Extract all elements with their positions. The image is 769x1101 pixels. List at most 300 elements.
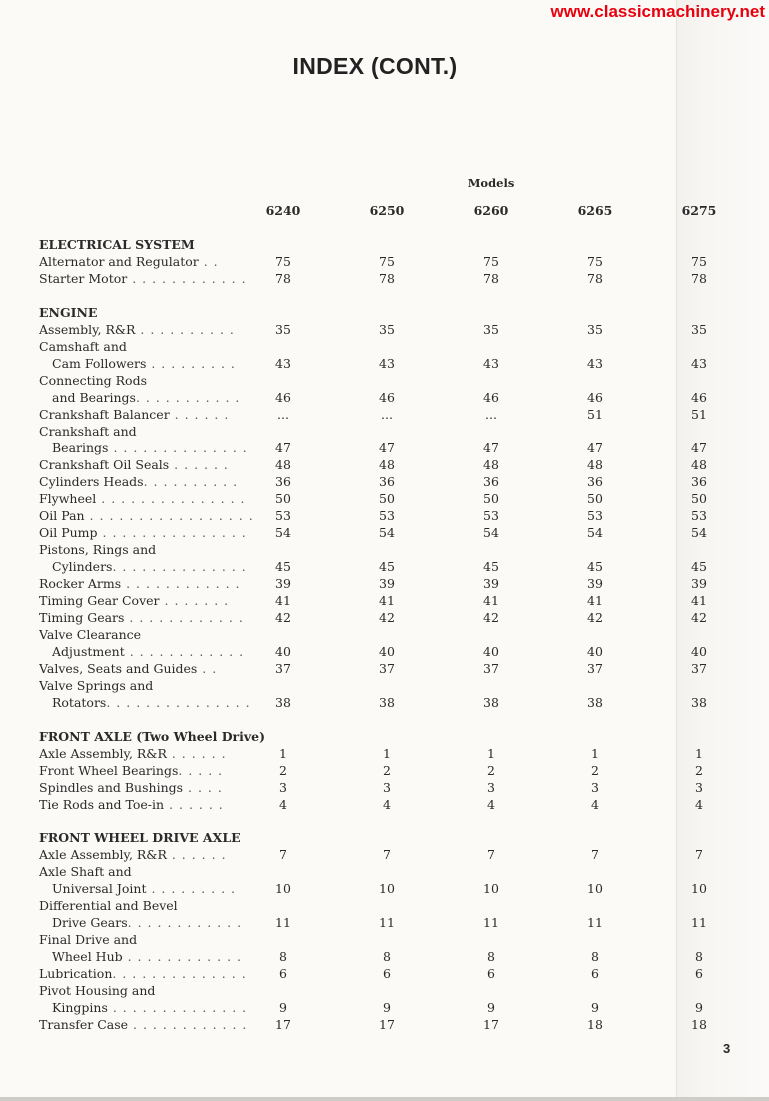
index-entry-label (39, 897, 271, 914)
page-ref-6250: 45 (379, 559, 395, 575)
index-entry-label (52, 643, 271, 660)
page-ref-6260: 42 (483, 610, 499, 625)
index-row (0, 439, 769, 456)
page-ref-6240: 53 (275, 508, 291, 524)
entry-text: Oil Pan (39, 508, 85, 524)
index-entry-label (39, 796, 271, 813)
index-entry-label (52, 439, 271, 456)
page-ref-6250: 7 (383, 847, 391, 863)
entry-text: Front Wheel Bearings (39, 762, 179, 778)
page-ref-6260: 8 (487, 949, 495, 965)
column-header-6275: 6275 (681, 203, 717, 218)
page-ref-6265: 50 (587, 491, 603, 507)
page-ref-6275: 75 (691, 253, 707, 269)
page-ref-6265: 53 (587, 508, 603, 524)
page-ref-6265: 40 (587, 643, 603, 659)
entry-text: Camshaft and (39, 338, 127, 354)
index-row (0, 456, 769, 473)
index-entry-label (39, 779, 271, 796)
leader-dots: . . . . . . . . . (146, 881, 236, 897)
page-ref-6250: 3 (383, 779, 391, 795)
page-ref-6260: 2 (487, 762, 495, 778)
index-entry-label (39, 660, 271, 677)
index-row (0, 762, 769, 779)
page-ref-6240: 3 (279, 779, 287, 795)
index-entry-label (39, 524, 271, 541)
page-ref-6240: 36 (275, 474, 291, 490)
page-ref-6275: 8 (695, 949, 703, 965)
index-entry-label (39, 456, 271, 473)
entry-text: Connecting Rods (39, 372, 147, 388)
index-entry-label (39, 338, 271, 355)
entry-text: Crankshaft Oil Seals (39, 457, 170, 473)
index-row (0, 355, 769, 372)
index-row (0, 473, 769, 490)
entry-text: Timing Gear Cover (39, 593, 160, 608)
index-row (0, 592, 769, 609)
index-entry-label (39, 490, 271, 507)
page-ref-6275: 7 (695, 847, 703, 863)
leader-dots: . . . . . . . . . . . . . . . (97, 525, 247, 541)
index-row (0, 846, 769, 863)
page-ref-6265: 78 (587, 270, 603, 286)
page-ref-6240: 75 (275, 253, 291, 269)
page-ref-6260: 37 (483, 660, 499, 676)
page-ref-6265: 10 (587, 881, 603, 897)
page-ref-6260: 47 (483, 440, 499, 456)
page-ref-6265: 4 (591, 796, 599, 812)
leader-dots: . . (198, 253, 219, 269)
section-heading (0, 236, 769, 253)
page-ref-6250: 41 (379, 593, 395, 608)
page-ref-6275: 42 (691, 610, 707, 625)
models-caption: Models (467, 176, 515, 190)
page-ref-6250: 35 (379, 321, 395, 337)
page-ref-6240: 4 (279, 796, 287, 812)
index-row (0, 982, 769, 999)
page-ref-6275: 38 (691, 694, 707, 710)
page-ref-6250: 53 (379, 508, 395, 524)
page-ref-6240: 17 (275, 1016, 291, 1032)
page-ref-6275: 11 (691, 915, 707, 931)
index-row (0, 524, 769, 541)
page-ref-6265: 1 (591, 745, 599, 761)
entry-text: Kingpins (52, 999, 108, 1015)
page-ref-6240: 9 (279, 999, 287, 1015)
index-row (0, 643, 769, 660)
page-ref-6250: 36 (379, 474, 395, 490)
section-title (39, 236, 271, 253)
page-ref-6240: 41 (275, 593, 291, 608)
leader-dots: . . . . . . . . . . . (135, 389, 241, 405)
page-ref-6265: 48 (587, 457, 603, 473)
index-row (0, 796, 769, 813)
page-ref-6240: 43 (275, 355, 291, 371)
entry-text: Tie Rods and Toe-in (39, 796, 165, 812)
page-ref-6275: 37 (691, 660, 707, 676)
page-ref-6260: 50 (483, 491, 499, 507)
index-entry-label (52, 389, 271, 406)
entry-text: Cam Followers (52, 355, 147, 371)
section-heading (0, 304, 769, 321)
leader-dots: . . . . . . . . . . . . . . . (96, 491, 246, 507)
leader-dots: . . . . . . (169, 457, 229, 473)
index-entry-label (39, 965, 271, 982)
index-row (0, 541, 769, 558)
page-ref-6275: 47 (691, 440, 707, 456)
page-ref-6275: 51 (691, 406, 707, 422)
page-ref-6250: 2 (383, 762, 391, 778)
index-entry-label (52, 558, 271, 575)
index-entry-label (52, 880, 271, 897)
page-ref-6275: 50 (691, 491, 707, 507)
page-ref-6265: 42 (587, 610, 603, 625)
page-ref-6260: ... (485, 406, 497, 422)
page-ref-6275: 10 (691, 881, 707, 897)
entry-text: Cylinders Heads (39, 474, 144, 490)
page-ref-6275: 78 (691, 270, 707, 286)
leader-dots: . . . . . . . . . . . . . . (112, 559, 247, 575)
page-ref-6250: 39 (379, 576, 395, 591)
entry-text: ELECTRICAL SYSTEM (39, 237, 195, 252)
page-ref-6250: 17 (379, 1016, 395, 1032)
entry-text: ENGINE (39, 304, 98, 320)
page-ref-6260: 10 (483, 881, 499, 897)
page-ref-6250: 8 (383, 949, 391, 965)
leader-dots: . . . . . . (166, 847, 227, 863)
page-ref-6260: 6 (487, 966, 495, 981)
page-ref-6250: 6 (383, 966, 391, 981)
page-ref-6260: 78 (483, 270, 499, 286)
page-ref-6275: 54 (691, 525, 707, 541)
page-ref-6240: 8 (279, 949, 287, 965)
page-ref-6260: 7 (487, 847, 495, 863)
page-ref-6265: 41 (587, 593, 603, 608)
page-ref-6250: 48 (379, 457, 395, 473)
page-ref-6240: 35 (275, 321, 291, 337)
page-ref-6275: 53 (691, 508, 707, 524)
page-ref-6275: 4 (695, 796, 703, 812)
page-ref-6250: 46 (379, 389, 395, 405)
column-header-6250: 6250 (369, 203, 405, 218)
page-ref-6240: 39 (275, 576, 291, 591)
index-row (0, 931, 769, 948)
page-ref-6275: 41 (691, 593, 707, 608)
page-ref-6275: 3 (695, 779, 703, 795)
page-ref-6250: 4 (383, 796, 391, 812)
index-entry-label (39, 1016, 271, 1033)
index-entry-label (39, 677, 271, 694)
entry-text: Lubrication (39, 966, 113, 981)
page-ref-6240: 2 (279, 762, 287, 778)
entry-text: Valve Springs and (39, 677, 154, 693)
page-ref-6275: 9 (695, 999, 703, 1015)
index-row (0, 490, 769, 507)
page-ref-6250: 9 (383, 999, 391, 1015)
index-entry-label (52, 914, 271, 931)
page-ref-6265: 39 (587, 576, 603, 591)
index-row (0, 914, 769, 931)
index-row (0, 965, 769, 982)
page-ref-6250: ... (381, 406, 393, 422)
page-ref-6250: 43 (379, 355, 395, 371)
page-ref-6275: 1 (695, 745, 703, 761)
page-ref-6240: 40 (275, 643, 291, 659)
page-ref-6265: 45 (587, 559, 603, 575)
index-row (0, 694, 769, 711)
entry-text: Rocker Arms (39, 576, 122, 591)
index-entry-label (52, 694, 271, 711)
entry-text: Final Drive and (39, 932, 138, 948)
page-ref-6275: 2 (695, 762, 703, 778)
leader-dots: . . . . . . . . . . . . (128, 1016, 248, 1032)
index-row (0, 880, 769, 897)
entry-text: Crankshaft Balancer (39, 406, 170, 422)
leader-dots: . . . . . . . . . . . . (124, 610, 244, 625)
index-entry-label (39, 253, 271, 270)
page-ref-6275: 35 (691, 321, 707, 337)
entry-text: Spindles and Bushings (39, 779, 184, 795)
page-ref-6260: 1 (487, 745, 495, 761)
page-ref-6250: 47 (379, 440, 395, 456)
page-ref-6265: 3 (591, 779, 599, 795)
index-entry-label (39, 473, 271, 490)
page-ref-6265: 38 (587, 694, 603, 710)
page-ref-6265: 43 (587, 355, 603, 371)
entry-text: Adjustment (52, 643, 125, 659)
page-ref-6265: 75 (587, 253, 603, 269)
entry-text: Crankshaft and (39, 423, 137, 439)
leader-dots: . . . . . . . . . . . . . . (112, 966, 247, 981)
index-row (0, 507, 769, 524)
page-ref-6265: 36 (587, 474, 603, 490)
index-entry-label (39, 745, 271, 762)
page-ref-6260: 17 (483, 1016, 499, 1032)
leader-dots: . . . . . . . . . . . . (124, 643, 245, 659)
page-title: INDEX (CONT.) (292, 53, 458, 79)
leader-dots: . . . . . . (166, 745, 227, 761)
index-row (0, 609, 769, 626)
index-row (0, 372, 769, 389)
page-ref-6260: 48 (483, 457, 499, 473)
page-ref-6265: 9 (591, 999, 599, 1015)
page-ref-6250: 11 (379, 915, 395, 931)
page-ref-6260: 41 (483, 593, 499, 608)
page-number: 3 (723, 1041, 731, 1056)
leader-dots: . . . . . . . . . . . . . . . . . (84, 508, 254, 524)
page-ref-6265: 7 (591, 847, 599, 863)
page-ref-6260: 9 (487, 999, 495, 1015)
entry-text: Wheel Hub (52, 949, 123, 965)
index-entry-label (52, 948, 271, 965)
watermark-url[interactable]: www.classicmachinery.net (550, 2, 765, 21)
index-entry-label (52, 999, 271, 1016)
page-ref-6265: 35 (587, 321, 603, 337)
page-ref-6275: 46 (691, 389, 707, 405)
page-ref-6260: 4 (487, 796, 495, 812)
page-ref-6240: 46 (275, 389, 291, 405)
page-ref-6240: ... (277, 406, 289, 422)
page-ref-6265: 51 (587, 406, 603, 422)
page-ref-6260: 39 (483, 576, 499, 591)
entry-text: Oil Pump (39, 525, 98, 541)
entry-text: Starter Motor (39, 270, 128, 286)
column-header-6240: 6240 (265, 203, 301, 218)
page-ref-6260: 53 (483, 508, 499, 524)
page-ref-6260: 38 (483, 694, 499, 710)
index-row (0, 270, 769, 287)
page-bottom-edge (0, 1097, 769, 1101)
section-heading (0, 829, 769, 846)
page-ref-6250: 38 (379, 694, 395, 710)
page-ref-6265: 47 (587, 440, 603, 456)
leader-dots: . . . . . . . . . . . . . . (107, 999, 248, 1015)
page-ref-6260: 45 (483, 559, 499, 575)
index-entry-label (39, 931, 271, 948)
index-row (0, 575, 769, 592)
page-ref-6240: 48 (275, 457, 291, 473)
leader-dots: . . . . . . . . . . . . (121, 576, 241, 591)
page-ref-6275: 45 (691, 559, 707, 575)
entry-text: FRONT AXLE (Two Wheel Drive) (39, 728, 266, 744)
page-ref-6250: 54 (379, 525, 395, 541)
index-row (0, 863, 769, 880)
page-ref-6250: 1 (383, 745, 391, 761)
page-ref-6240: 50 (275, 491, 291, 507)
entry-text: Axle Shaft and (39, 864, 132, 880)
entry-text: Differential and Bevel (39, 898, 178, 914)
page-ref-6250: 78 (379, 270, 395, 286)
page-ref-6240: 11 (275, 915, 291, 931)
page-ref-6240: 42 (275, 610, 291, 625)
page-ref-6265: 11 (587, 915, 603, 931)
section-title (39, 728, 271, 745)
index-entry-label (39, 423, 271, 440)
page-ref-6260: 40 (483, 643, 499, 659)
section-title (39, 829, 271, 846)
index-row (0, 1016, 769, 1033)
page-ref-6240: 47 (275, 440, 291, 456)
page-ref-6260: 11 (483, 915, 499, 931)
index-row (0, 660, 769, 677)
page-ref-6275: 48 (691, 457, 707, 473)
entry-text: Pistons, Rings and (39, 542, 157, 558)
index-row (0, 897, 769, 914)
entry-text: Rotators (52, 694, 107, 710)
page-ref-6240: 54 (275, 525, 291, 541)
page-ref-6275: 18 (691, 1016, 707, 1032)
entry-text: Valves, Seats and Guides (39, 660, 198, 676)
index-row (0, 948, 769, 965)
entry-text: Flywheel (39, 491, 97, 507)
index-row (0, 779, 769, 796)
index-entry-label (39, 372, 271, 389)
leader-dots: . . . . . . (164, 796, 224, 812)
page-ref-6265: 6 (591, 966, 599, 981)
index-row (0, 999, 769, 1016)
index-row (0, 253, 769, 270)
index-row (0, 321, 769, 338)
index-entry-label (39, 321, 271, 338)
page-ref-6240: 7 (279, 847, 287, 863)
page-ref-6250: 75 (379, 253, 395, 269)
page-ref-6275: 43 (691, 355, 707, 371)
entry-text: Valve Clearance (39, 626, 142, 642)
leader-dots: . . . . . . . . . . . . (127, 270, 247, 286)
entry-text: Timing Gears (39, 610, 125, 625)
index-row (0, 745, 769, 762)
leader-dots: . . . . . . . (159, 593, 230, 608)
index-entry-label (39, 507, 271, 524)
page-ref-6240: 10 (275, 881, 291, 897)
page-ref-6240: 6 (279, 966, 287, 981)
index-row (0, 626, 769, 643)
page-ref-6275: 39 (691, 576, 707, 591)
column-header-6265: 6265 (577, 203, 613, 218)
index-row (0, 389, 769, 406)
entry-text: Transfer Case (39, 1016, 129, 1032)
page-ref-6240: 45 (275, 559, 291, 575)
page-ref-6260: 35 (483, 321, 499, 337)
page-ref-6265: 54 (587, 525, 603, 541)
index-entry-label (39, 762, 271, 779)
leader-dots: . . . . . . . . . . . . . . (108, 440, 248, 456)
page-ref-6260: 36 (483, 474, 499, 490)
page-ref-6275: 6 (695, 966, 703, 981)
index-row (0, 338, 769, 355)
entry-text: Axle Assembly, R&R (39, 847, 167, 863)
index-entry-label (39, 846, 271, 863)
index-entry-label (39, 626, 271, 643)
page-ref-6260: 54 (483, 525, 499, 541)
page-ref-6275: 36 (691, 474, 707, 490)
page-ref-6265: 18 (587, 1016, 603, 1032)
leader-dots: . . . . . . . . . . (135, 321, 235, 337)
index-row (0, 423, 769, 440)
page-ref-6260: 75 (483, 253, 499, 269)
page-ref-6240: 78 (275, 270, 291, 286)
page-ref-6260: 43 (483, 355, 499, 371)
entry-text: FRONT WHEEL DRIVE AXLE (39, 830, 241, 846)
entry-text: Bearings (52, 440, 109, 456)
page-ref-6265: 46 (587, 389, 603, 405)
entry-text: Drive Gears (52, 915, 128, 931)
page-ref-6250: 10 (379, 881, 395, 897)
index-entry-label (39, 541, 271, 558)
leader-dots: . . . . . . . . . . . . (127, 915, 243, 931)
section-heading (0, 728, 769, 745)
page-ref-6250: 37 (379, 660, 395, 676)
leader-dots: . . . . . . . . . . (143, 474, 239, 490)
page-ref-6260: 3 (487, 779, 495, 795)
page-ref-6240: 1 (279, 745, 287, 761)
entry-text: Cylinders (52, 559, 113, 575)
section-title (39, 304, 271, 321)
entry-text: Assembly, R&R (39, 321, 136, 337)
leader-dots: . . . . . . (169, 406, 230, 422)
entry-text: Alternator and Regulator (39, 253, 199, 269)
entry-text: and Bearings (52, 389, 136, 405)
index-entry-label (39, 406, 271, 423)
entry-text: Universal Joint (52, 881, 147, 897)
page-ref-6250: 40 (379, 643, 395, 659)
entry-text: Axle Assembly, R&R (39, 745, 167, 761)
leader-dots: . . . . . . . . . (146, 355, 236, 371)
leader-dots: . . . . (183, 779, 223, 795)
entry-text: Pivot Housing and (39, 983, 156, 998)
page-ref-6250: 42 (379, 610, 395, 625)
leader-dots: . . . . . (178, 762, 224, 778)
